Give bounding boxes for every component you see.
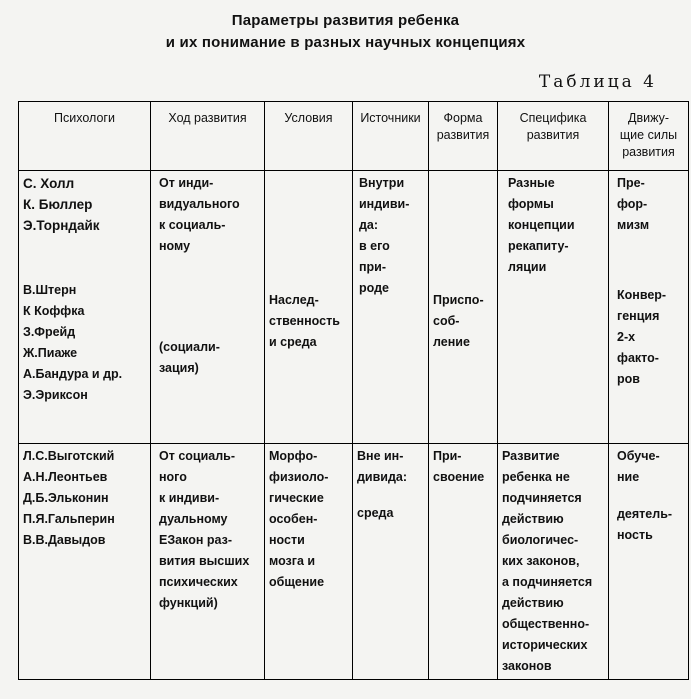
cell-psychologists [19,444,151,680]
sources-text-a: Вне ин- дивида: [357,449,408,484]
header-specifics: Специфика развития [498,102,609,171]
forces-text-a: Пре- фор- мизм [617,176,650,232]
title-line-2: и их понимание в разных научных концепциях [165,34,526,51]
cell-conditions [265,444,353,680]
sources-text-b: среда [357,506,394,520]
forces-text-b: деятель- ность [617,507,673,542]
document-title [0,10,691,54]
form-text: Приспо- соб- ление [433,293,484,349]
cell-sources [353,444,429,680]
sources-text: Внутри индиви- да: в его при- роде [359,176,410,295]
forces-text-b: Конвер- генция 2-х факто- ров [617,288,667,386]
cell-forces [609,444,689,680]
header-forces: Движу- щие силы развития [609,102,689,171]
cell-sources [353,171,429,444]
header-conditions: Условия [265,102,353,171]
header-course: Ход развития [151,102,265,171]
cell-psychologists [19,171,151,444]
cell-conditions [265,171,353,444]
forces-text-a: Обуче- ние [617,449,660,484]
conditions-text: Наслед- ственность и среда [269,293,340,349]
cell-form [429,444,498,680]
cell-course [151,444,265,680]
cell-form [429,171,498,444]
course-text: От социаль- ного к индиви- дуальному EЗакон раз- вития высших психических функций) [159,449,250,610]
table-row [19,444,689,680]
psychologists-group-b: В.Штерн К Коффка З.Фрейд Ж.Пиаже А.Бандура и др. Э.Эриксон [23,283,123,402]
specifics-text: Развитие ребенка не подчиняется действию биологичес- ких законов, а подчиняется действию общественно- исторических законов [502,449,593,673]
cell-course [151,171,265,444]
header-sources: Источники [353,102,429,171]
psychologists-group-a: С. Холл К. Бюллер Э.Торндайк [23,176,100,233]
course-text-b: (социали- зация) [159,340,220,375]
specifics-text: Разные формы концепции рекапиту- ляции [508,176,575,274]
table-caption: Таблица 4 [538,72,657,92]
psychologists-text: Л.С.Выготский А.Н.Леонтьев Д.Б.Эльконин П.Я.Гальперин В.В.Давыдов [23,449,115,547]
cell-specifics [498,171,609,444]
cell-specifics [498,444,609,680]
table-header-row [19,102,689,171]
header-form: Форма развития [429,102,498,171]
table-row [19,171,689,444]
form-text: При- своение [433,449,485,484]
title-line-1: Параметры развития ребенка [231,12,460,29]
header-psychologists: Психологи [19,102,151,171]
conditions-text: Морфо- физиоло- гические особен- ности мозга и общение [269,449,329,589]
course-text-a: От инди- видуального к социаль- ному [159,176,240,253]
development-parameters-table [18,101,689,680]
cell-forces [609,171,689,444]
